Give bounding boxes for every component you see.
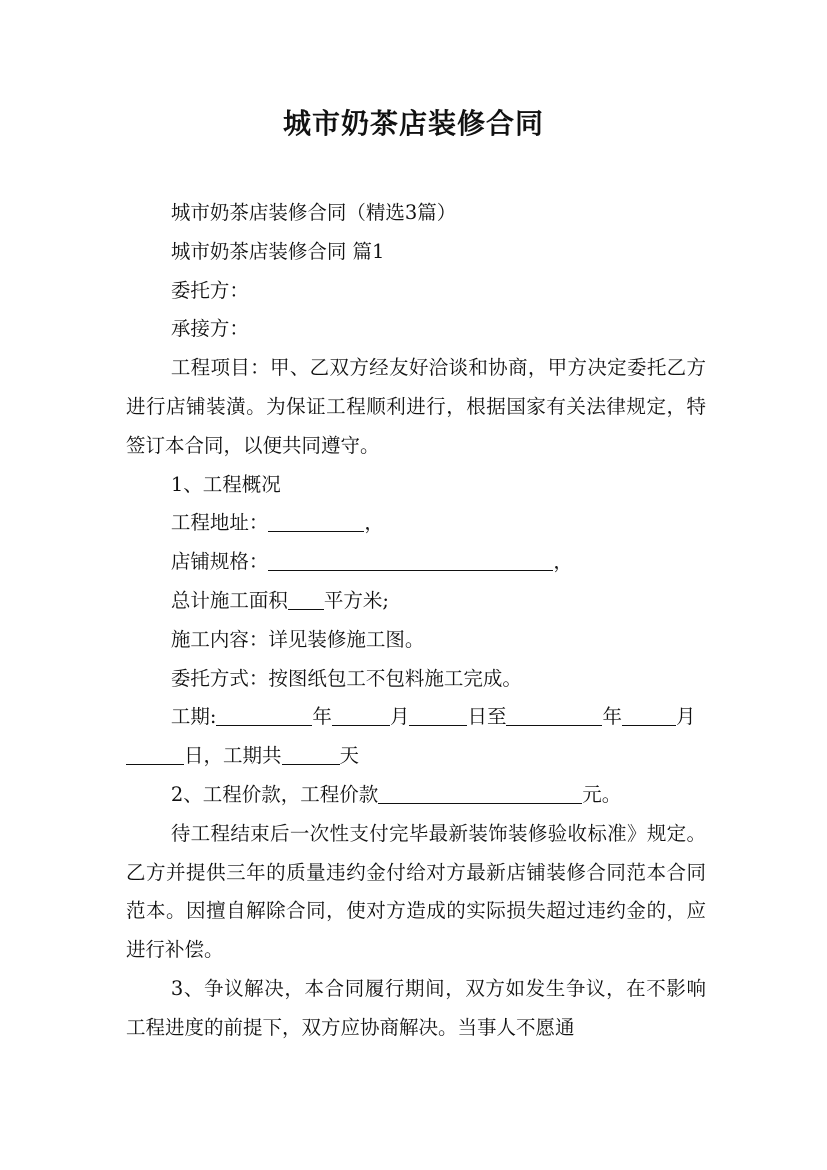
period-end-month-blank (622, 705, 676, 726)
paragraph-project: 工程项目：甲、乙双方经友好洽谈和协商，甲方决定委托乙方进行店铺装潢。为保证工程顺利进行，根据国家有关法律规定，特签订本合同，以便共同遵守。 (126, 356, 706, 457)
period-days-unit: 天 (339, 744, 360, 768)
price-unit: 元。 (582, 782, 622, 806)
period-month: 月 (389, 705, 410, 729)
paragraph-overview-heading: 1、工程概况 (170, 472, 281, 496)
period-start-month-blank (332, 705, 390, 726)
address-blank (268, 511, 364, 532)
area-blank (288, 589, 324, 610)
period-total-days-blank (282, 744, 340, 765)
paragraph-section-heading: 城市奶茶店装修合同 篇1 (170, 239, 385, 263)
period-label: 工期: (170, 705, 217, 729)
period-year: 年 (312, 705, 332, 729)
area-unit: 平方米; (323, 588, 389, 612)
address-label: 工程地址： (170, 511, 269, 535)
price-label: 2、工程价款，工程价款 (170, 782, 379, 806)
paragraph-price (126, 776, 706, 815)
paragraph-period (126, 698, 706, 776)
area-label: 总计施工面积 (170, 588, 288, 612)
period-day-to: 日至 (467, 705, 507, 729)
period-day: 日，工期共 (184, 744, 282, 768)
paragraph-spec (126, 543, 706, 582)
spec-end: ， (553, 550, 573, 574)
paragraph-dispute: 3、争议解决，本合同履行期间，双方如发生争议，在不影响工程进度的前提下，双方应协商解决。当事人不愿通 (126, 976, 706, 1039)
price-blank (378, 782, 582, 803)
paragraph-delegation-method: 委托方式：按图纸包工不包料施工完成。 (170, 666, 522, 690)
paragraph-construction-content: 施工内容：详见装修施工图。 (170, 627, 425, 651)
paragraph-subtitle: 城市奶茶店装修合同（精选3篇） (170, 201, 457, 224)
period-start-day-blank (409, 705, 467, 726)
period-month-2: 月 (675, 705, 696, 729)
period-year-2: 年 (602, 705, 622, 729)
period-start-year-blank (216, 705, 312, 726)
document-title: 城市奶茶店装修合同 (282, 107, 544, 140)
document-body (126, 194, 706, 1048)
spec-blank (268, 550, 553, 571)
address-end: ， (364, 511, 384, 535)
spec-label: 店铺规格： (170, 550, 269, 574)
paragraph-contractor: 承接方： (170, 317, 249, 341)
period-end-day-blank (126, 744, 184, 765)
paragraph-client: 委托方： (170, 278, 249, 302)
paragraph-address (126, 504, 706, 543)
paragraph-payment: 待工程结束后一次性支付完毕最新装饰装修验收标准》规定。乙方并提供三年的质量违约金付给对方最新店铺装修合同范本合同范本。因擅自解除合同，使对方造成的实际损失超过违约金的，应进行补偿。 (126, 821, 706, 962)
paragraph-area (126, 582, 706, 621)
period-end-year-blank (506, 705, 602, 726)
